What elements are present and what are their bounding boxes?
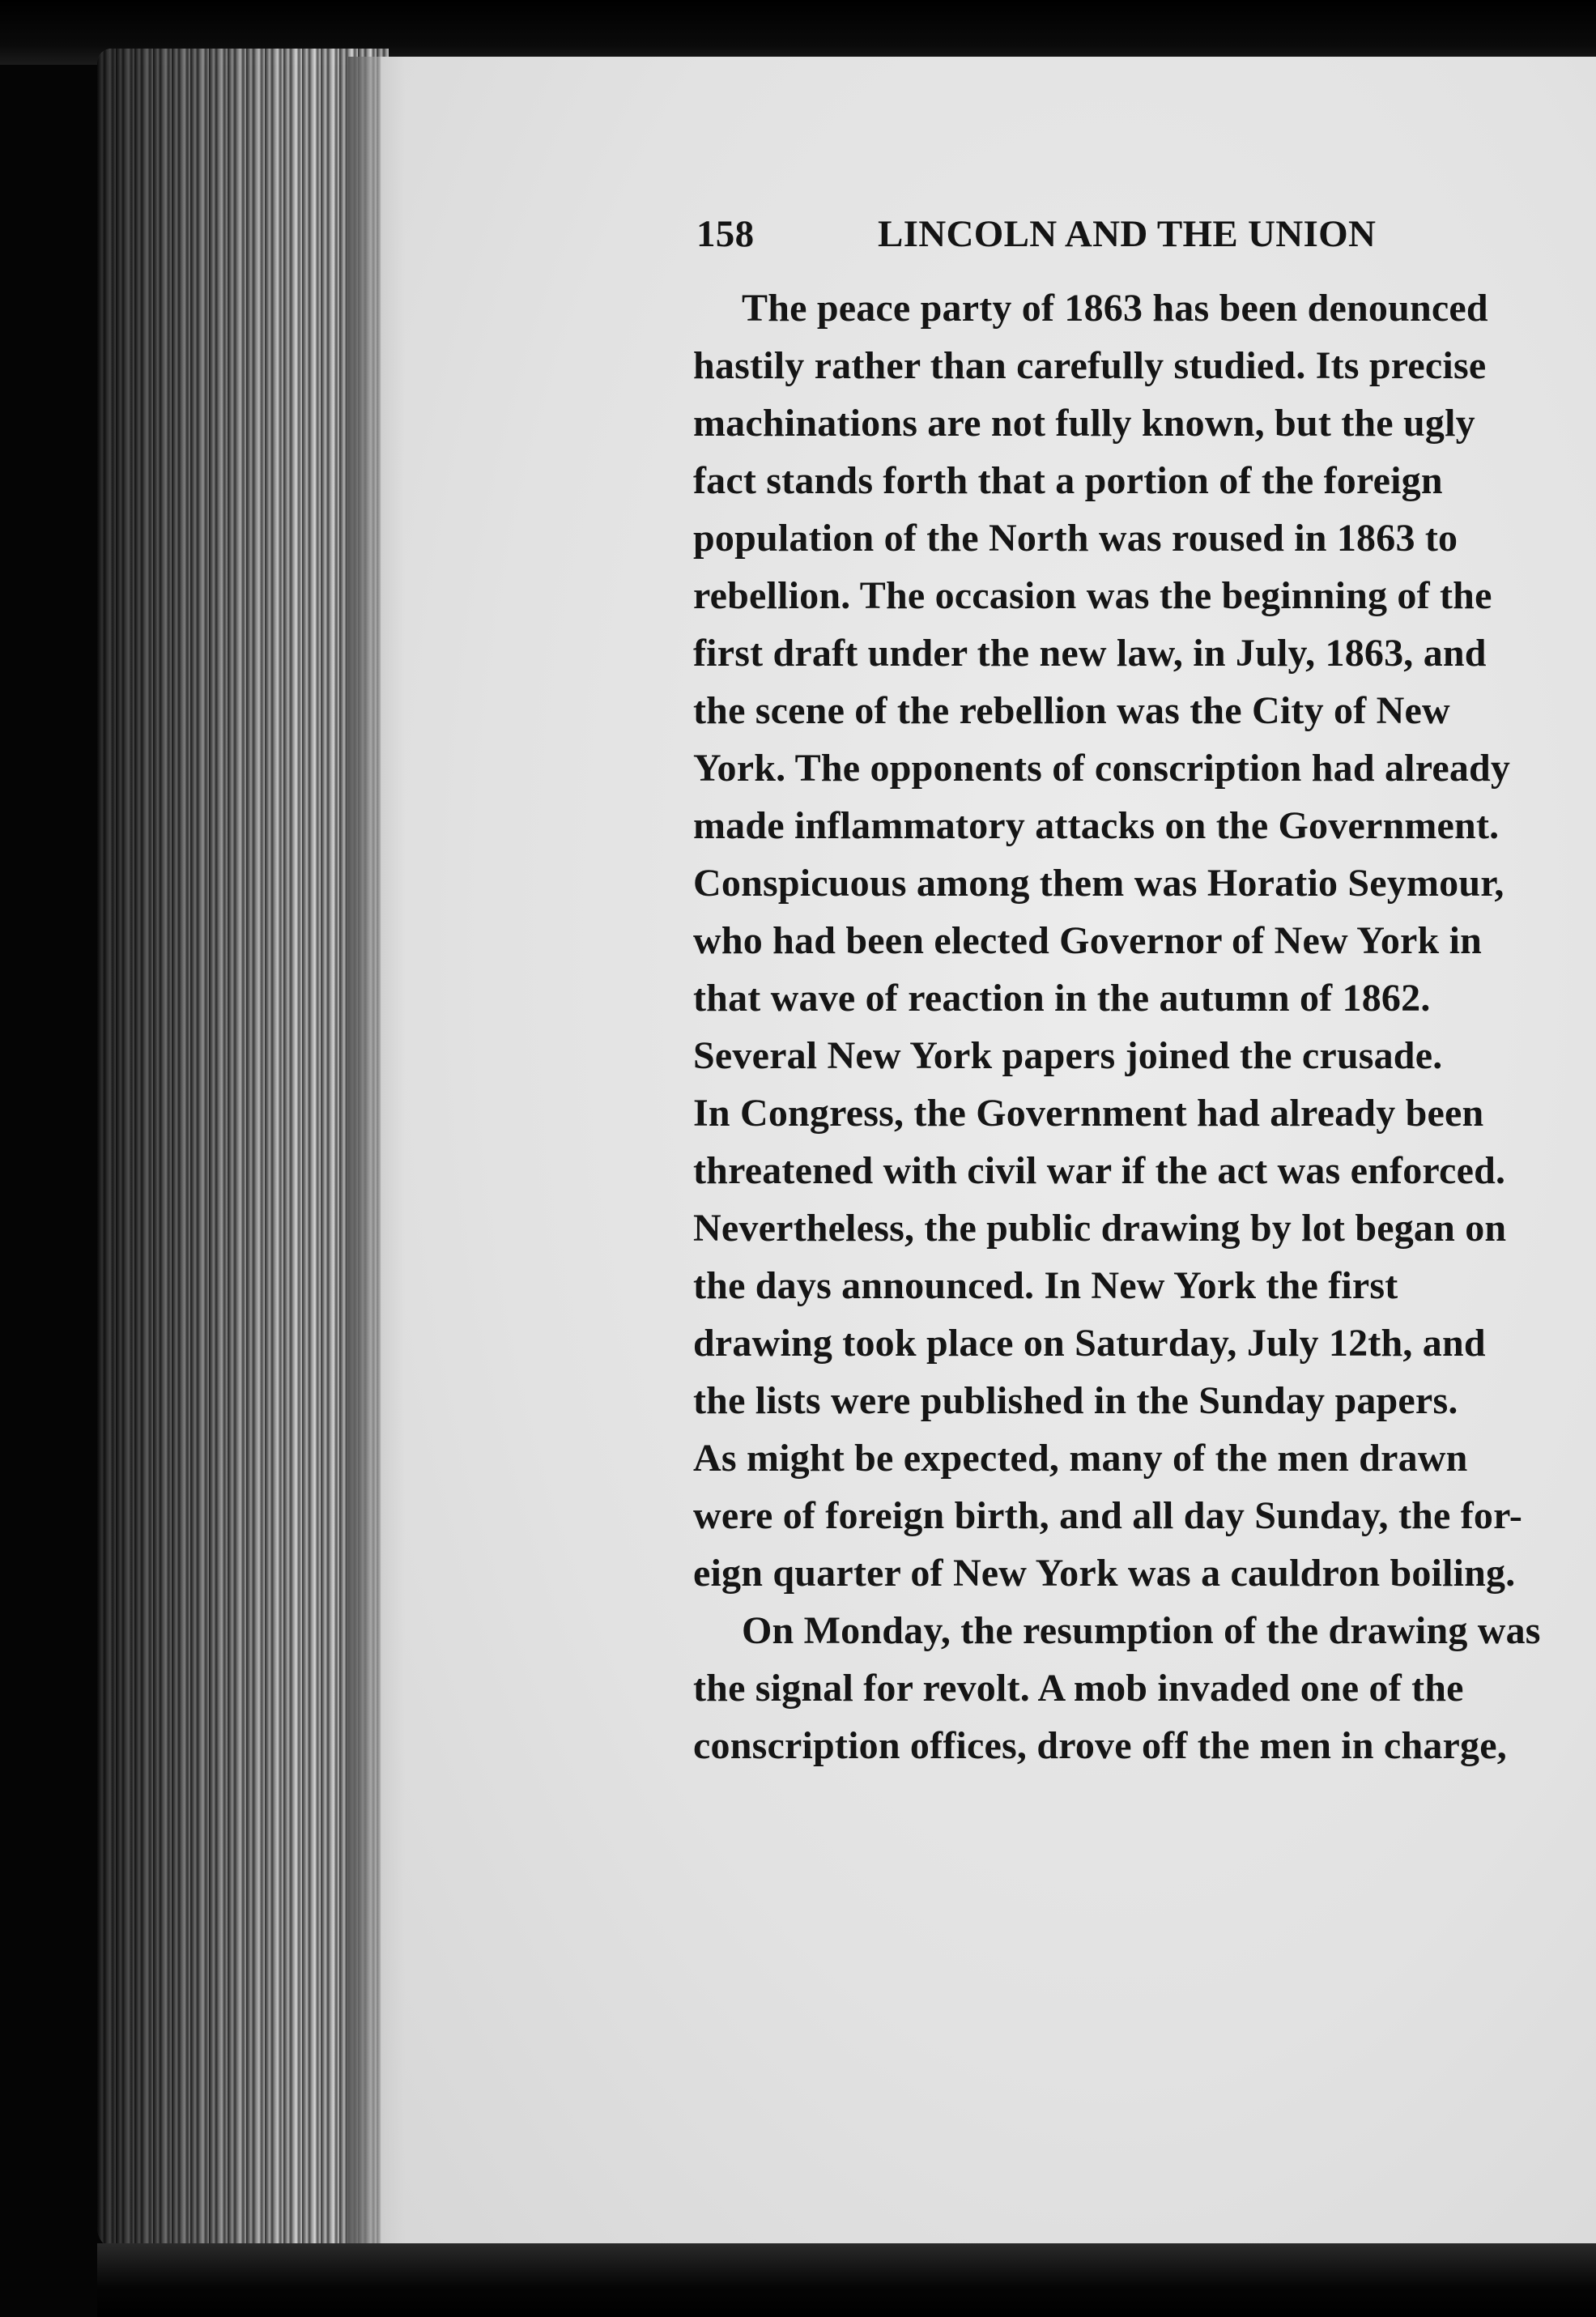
text-line: York. The opponents of conscription had already (693, 747, 1511, 790)
text-line: the scene of the rebellion was the City of New (693, 689, 1450, 732)
text-line: On Monday, the resumption of the drawing was (742, 1609, 1541, 1652)
text-line: As might be expected, many of the men drawn (693, 1437, 1468, 1480)
page-edges-shadow (97, 49, 389, 2251)
text-line: the days announced. In New York the first (693, 1264, 1398, 1307)
text-line: threatened with civil war if the act was enforced. (693, 1149, 1506, 1192)
running-title: LINCOLN AND THE UNION (878, 213, 1377, 255)
text-line: The peace party of 1863 has been denounced (742, 287, 1488, 330)
text-line: that wave of reaction in the autumn of 1862. (693, 977, 1431, 1020)
text-line: machinations are not fully known, but the ugly (693, 402, 1475, 445)
scan-bottom-border (97, 2243, 1596, 2317)
text-line: drawing took place on Saturday, July 12th, and (693, 1322, 1486, 1365)
text-line: Nevertheless, the public drawing by lot began on (693, 1207, 1507, 1250)
text-line: hastily rather than carefully studied. Its precise (693, 344, 1487, 387)
running-head (696, 212, 1596, 261)
text-line: rebellion. The occasion was the beginning of the (693, 574, 1492, 617)
text-line: made inflammatory attacks on the Government. (693, 804, 1500, 847)
page-number: 158 (696, 213, 755, 255)
text-line: fact stands forth that a portion of the foreign (693, 459, 1443, 502)
text-line: were of foreign birth, and all day Sunday, the for- (693, 1494, 1523, 1537)
text-line: the signal for revolt. A mob invaded one of the (693, 1667, 1464, 1710)
text-line: Several New York papers joined the crusade. (693, 1034, 1443, 1077)
text-line: first draft under the new law, in July, 1863, and (693, 632, 1487, 675)
text-line: population of the North was roused in 1863 to (693, 517, 1458, 560)
text-line: who had been elected Governor of New York in (693, 919, 1483, 962)
text-line: In Congress, the Government had already been (693, 1092, 1484, 1135)
text-line: the lists were published in the Sunday papers. (693, 1379, 1458, 1422)
text-line: conscription offices, drove off the men in charge, (693, 1724, 1507, 1767)
text-line: Conspicuous among them was Horatio Seymour, (693, 862, 1504, 905)
text-line: eign quarter of New York was a cauldron boiling. (693, 1552, 1516, 1595)
binding-gutter-shadow (348, 57, 405, 2260)
body-text (693, 283, 1596, 1903)
